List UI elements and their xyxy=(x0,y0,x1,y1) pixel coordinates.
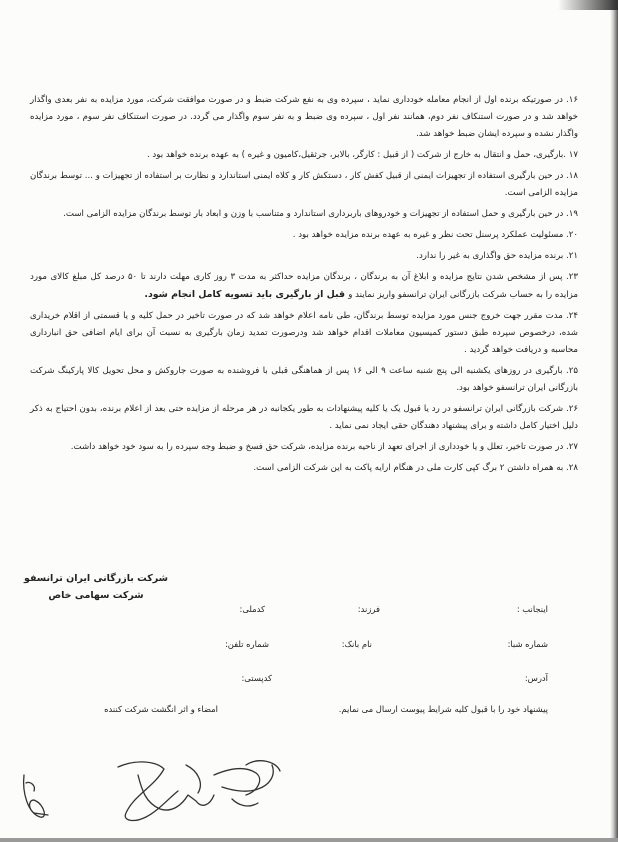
applicant-label: اینجانب : xyxy=(516,604,548,614)
clause-21 xyxy=(30,248,578,265)
clause-16 xyxy=(30,92,578,143)
clause-23 xyxy=(30,269,578,304)
clause-19 xyxy=(30,206,578,223)
clause-text: ۲۷. در صورت تاخیر، تعلل و یا خودداری از اجرای تعهد از ناحیه برنده مزایده، شرکت حق فسخ و ضبط وجه سپرده را به سود خود خواهد داشت. xyxy=(70,442,578,452)
clause-text: ۲۵. بارگیری در روزهای یکشنبه الی پنج شنبه ساعت ۹ الی ۱۶ پس از هماهنگی قبلی با فروشنده به صورت جاروکش و محل تحویل کالا پارکینگ شرکت بازرگانی ایران ترانسفو خواهد بود. xyxy=(30,366,578,393)
clause-24 xyxy=(30,308,578,359)
clause-text: ۱۹. در حین بارگیری و حمل استفاده از تجهیزات و خودروهای باربرداری استاندارد و متناسب با وزن و ابعاد بار توسط برندگان مزایده الزامی است. xyxy=(63,209,578,219)
company-name-block xyxy=(6,570,186,604)
signature-area xyxy=(18,735,298,830)
clause-bold-text: قبل از بارگیری باید تسویه کامل انجام شود. xyxy=(144,289,349,300)
clause-text: ۲۰. مسئولیت عملکرد پرسنل تحت نظر و غیره به عهده برنده مزایده خواهد بود . xyxy=(292,230,578,240)
child-of-label: فرزند: xyxy=(357,604,380,614)
national-code-label: کدملی: xyxy=(239,604,265,614)
clause-text: ۱۶. در صورتیکه برنده اول از انجام معامله خودداری نماید ، سپرده وی به نفع شرکت ضبط و در صورت موافقت شرکت، مورد مزایده به نفر بعدی واگذار خواهد شد و در صورت استنکاف نفر دوم، همانند نفر اول ، سپرده وی ضبط و به نفر سوم واگذار می گردد. در صورت استنکاف نفر سوم ، مورد مزایده واگذار نشده و سپرده ایشان ضبط خواهد شد. xyxy=(30,95,578,139)
company-type: شرکت سهامی خاص xyxy=(48,590,144,601)
clause-text: ۲۶. شرکت بازرگانی ایران ترانسفو در رد یا قبول یک یا کلیه پیشنهادات به طور یکجانبه در هر مرحله از مزایده حتی بعد از اعلام برنده، بدون احتیاج به ذکر دلیل اختیار کامل داشته و برای پیشنهاد دهندگان حقی ایجاد نمی نماید . xyxy=(30,404,578,431)
sheba-label: شماره شبا: xyxy=(507,639,548,649)
clause-27 xyxy=(30,439,578,456)
scan-edge-right xyxy=(610,0,618,842)
scan-edge-bottom xyxy=(0,838,618,842)
clause-26 xyxy=(30,401,578,435)
clause-20 xyxy=(30,227,578,244)
address-label: آدرس: xyxy=(524,673,548,683)
clause-17 xyxy=(30,147,578,164)
clause-18 xyxy=(30,168,578,202)
company-name: شرکت بازرگانی ایران ترانسفو xyxy=(24,573,168,584)
phone-label: شماره تلفن: xyxy=(224,639,269,649)
clause-text: ۲۴. مدت مقرر جهت خروج جنس مورد مزایده توسط برندگان، طی نامه اعلام خواهد شد که در صورت تاخیر در حمل کلیه و یا قسمتی از اقلام خریداری شده، درخصوص سپرده طبق دستور کمیسیون معاملات اقدام خواهد شد ودرصورت تمدید زمان بارگیری به نسبت آن برای ایام اضافی حق انبارداری محاسبه و دریافت خواهد گردید . xyxy=(30,311,578,355)
bank-name-label: نام بانک: xyxy=(341,639,372,649)
clause-25 xyxy=(30,363,578,397)
scan-edge-top xyxy=(558,0,618,10)
terms-clauses xyxy=(30,92,578,481)
clause-text: ۱۸. در حین بارگیری استفاده از تجهیزات ایمنی از قبیل کفش کار ، دستکش کار و کلاه ایمنی استاندارد و نظارت بر استفاده از تجهیزات و ... توسط برندگان مزایده الزامی است. xyxy=(30,171,578,198)
postal-code-label: کدپستی: xyxy=(241,673,272,683)
signature-label: امضاء و اثر انگشت شرکت کننده xyxy=(104,704,218,714)
clause-text: ۲۸. به همراه داشتن ۲ برگ کپی کارت ملی در هنگام ارایه پاکت به این شرکت الزامی است. xyxy=(253,463,578,473)
handwritten-signature xyxy=(18,735,298,830)
clause-text: ۲۱. برنده مزایده حق واگذاری به غیر را ندارد. xyxy=(416,251,578,261)
clause-text: ۲۳. پس از مشخص شدن نتایج مزایده و ابلاغ آن به برندگان ، برندگان مزایده حداکثر به مدت ۳ روز کاری مهلت دارند تا ۵۰ درصد کل مبلغ کالای مورد مزایده را به حساب شرکت بازرگانی ایران ترانسفو واریز نمایند و xyxy=(30,272,578,300)
clause-28 xyxy=(30,460,578,477)
statement-text: پیشنهاد خود را با قبول کلیه شرایط پیوست ارسال می نمایم. xyxy=(338,704,548,714)
clause-text: ۱۷ .بارگیری، حمل و انتقال به خارج از شرکت ( از قبیل : کارگر، بالابر، جرثقیل،کامیون و غیره ) به عهده برنده خواهد بود . xyxy=(146,150,578,160)
